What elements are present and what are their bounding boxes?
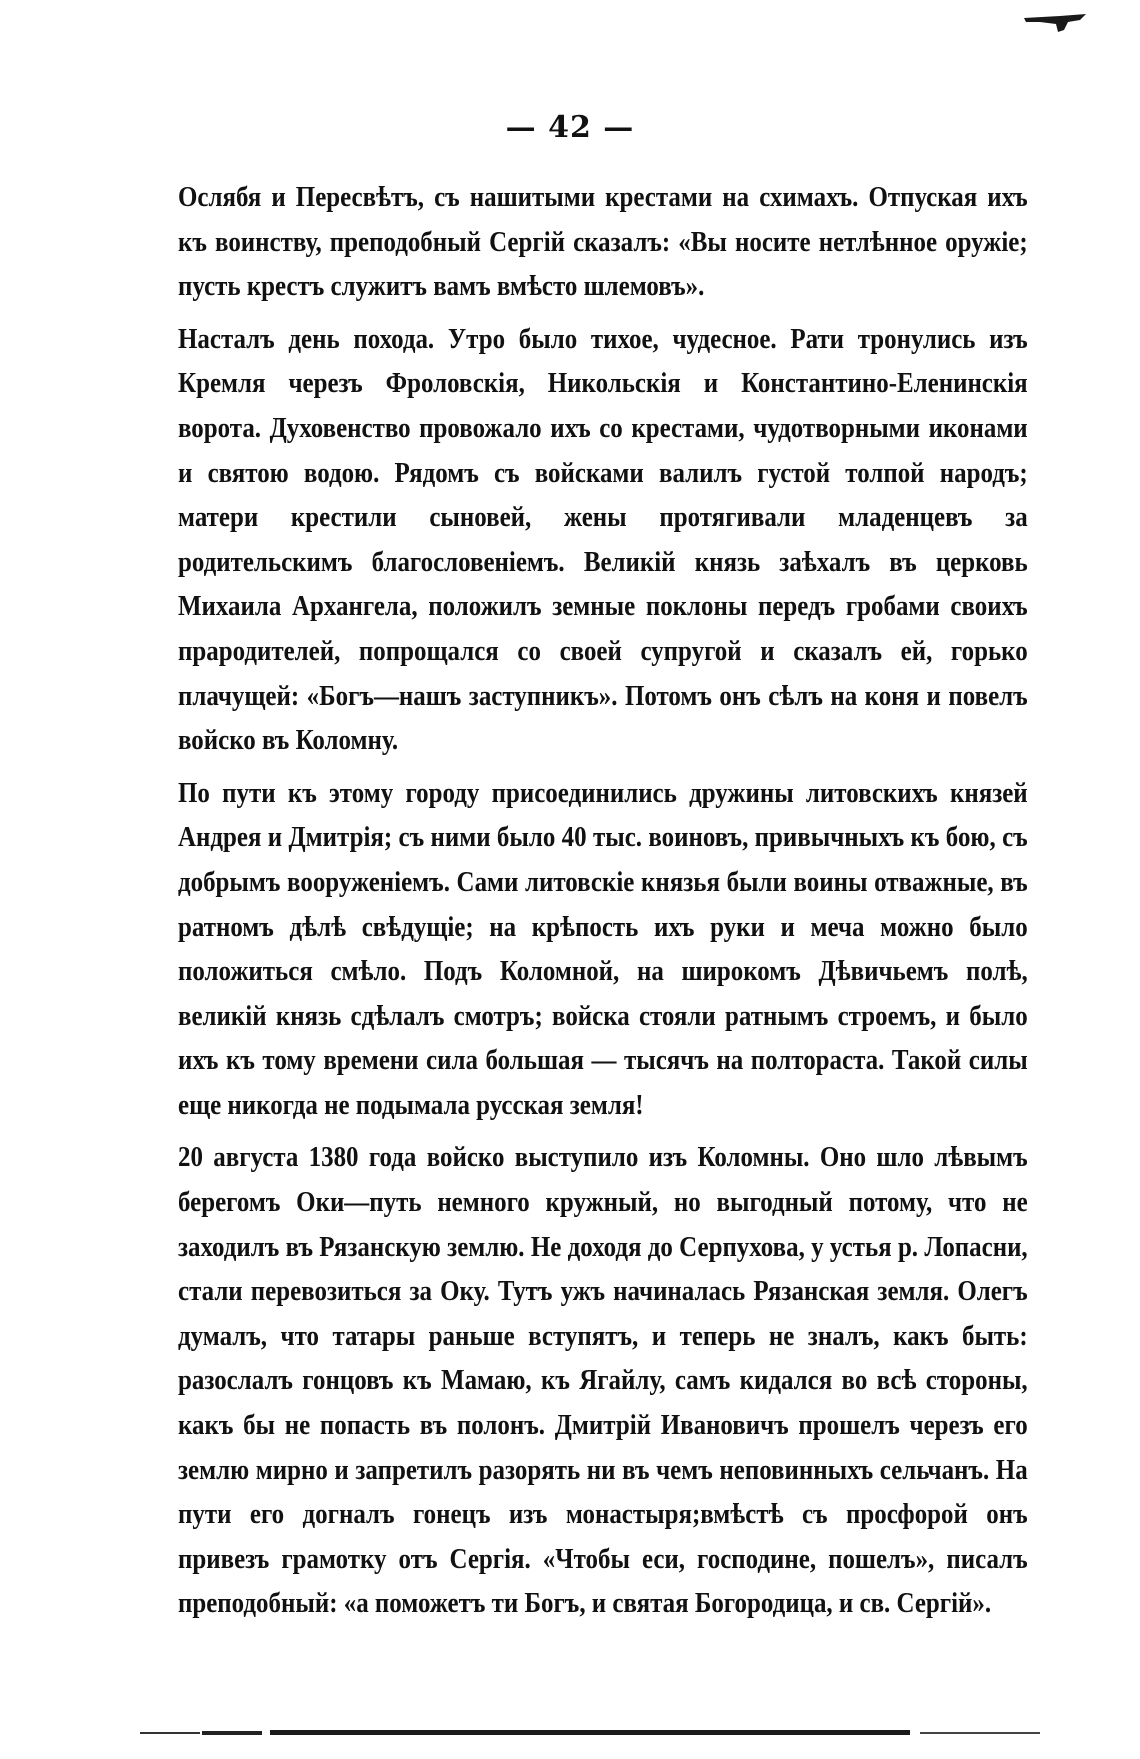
paragraph: По пути къ этому городу присоединились дружины литовскихъ князей Андрея и Дмитрія; съ ними было 40 тыс. воиновъ, привычныхъ къ бою, съ добрымъ вооруженіемъ. Сами литовскіе князья были воины отважные, въ ратномъ дѣлѣ свѣдущіе; на крѣпость ихъ руки и меча можно было положиться смѣло. Подъ Коломной, на широкомъ Дѣвичьемъ полѣ, великій князь сдѣлалъ смотръ; войска стояли ратнымъ строемъ, и было ихъ къ тому времени сила большая — тысячъ на полтораста. Такой силы еще никогда не подымала русская земля! (178, 776, 1028, 1121)
paragraph: Насталъ день похода. Утро было тихое, чудесное. Рати тронулись изъ Кремля черезъ Фроловскія, Никольскія и Константино-Еленинскія ворота. Духовенство провожало ихъ со крестами, чудотворными иконами и святою водою. Рядомъ съ войсками валилъ густой толпой народъ; матери крестили сыновей, жены протягивали младенцевъ за родительскимъ благословеніемъ. Великій князь заѣхалъ въ церковь Михаила Архангела, положилъ земные поклоны передъ гробами своихъ прародителей, попрощался со своей супругой и сказалъ ей, горько плачущей: «Богъ—нашъ заступникъ». Потомъ онъ сѣлъ на коня и повелъ войско въ Коломну. (178, 322, 1028, 757)
ink-blot-mark (1020, 8, 1090, 36)
bottom-rule (140, 1726, 1050, 1740)
page-number: — 42 — (505, 110, 635, 145)
body-text (178, 175, 1028, 1626)
paragraph: Ослябя и Пересвѣтъ, съ нашитыми крестами на схимахъ. Отпуская ихъ къ воинству, преподобный Сергій сказалъ: «Вы носите нетлѣнное оружіе; пусть крестъ служитъ вамъ вмѣсто шлемовъ». (178, 181, 1028, 303)
paragraph: 20 августа 1380 года войско выступило изъ Коломны. Оно шло лѣвымъ берегомъ Оки—путь немного кружный, но выгодный потому, что не заходилъ въ Рязанскую землю. Не доходя до Серпухова, у устья р. Лопасни, стали перевозиться за Оку. Тутъ ужъ начиналась Рязанская земля. Олегъ думалъ, что татары раньше вступятъ, и теперь не зналъ, какъ быть: разослалъ гонцовъ къ Мамаю, къ Ягайлу, самъ кидался во всѣ стороны, какъ бы не попасть въ полонъ. Дмитрій Ивановичъ прошелъ черезъ его землю мирно и запретилъ разорять ни въ чемъ неповинныхъ сельчанъ. На пути его догналъ гонецъ изъ монастыря;вмѣстѣ съ просфорой онъ привезъ грамотку отъ Сергія. «Чтобы еси, господине, пошелъ», писалъ преподобный: «а поможетъ ти Богъ, и святая Богородица, и св. Сергій». (178, 1141, 1028, 1620)
